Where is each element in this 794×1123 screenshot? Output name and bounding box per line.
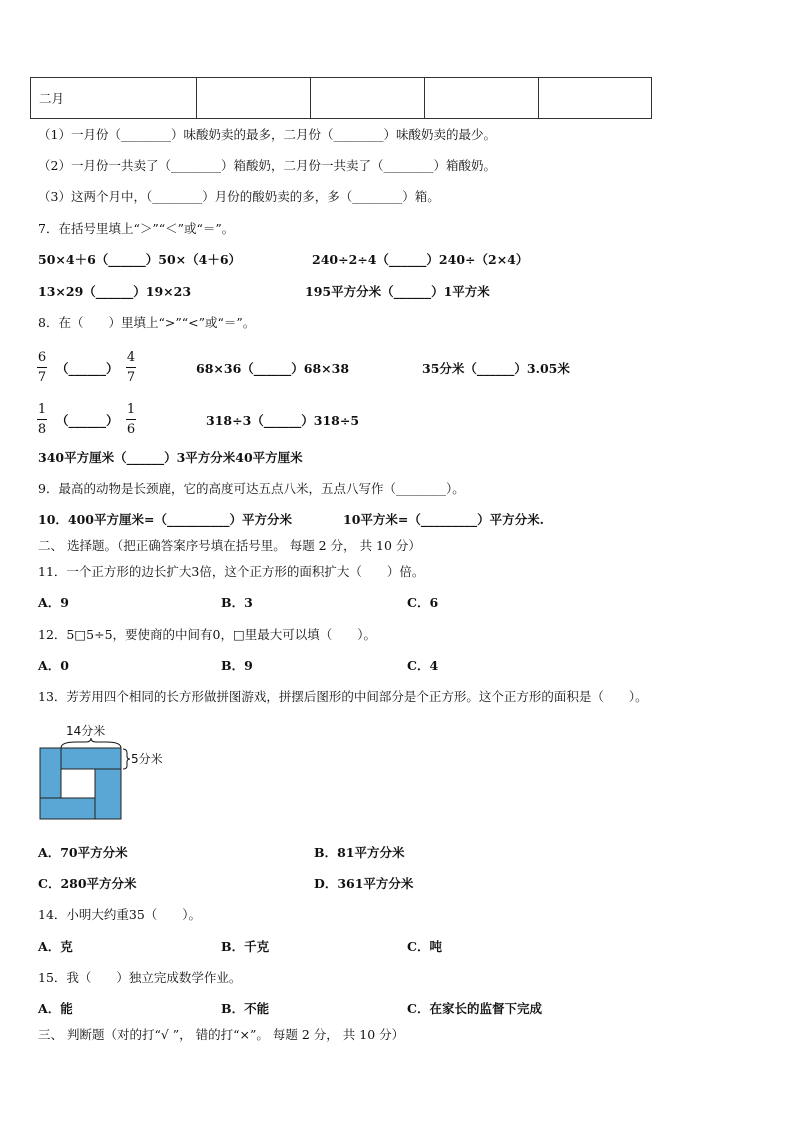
option-b[interactable]: B．不能 bbox=[221, 1001, 270, 1016]
option-b[interactable]: B．千克 bbox=[221, 939, 270, 954]
empty-cell[interactable] bbox=[197, 78, 311, 119]
fraction-numerator: 4 bbox=[126, 350, 136, 365]
option-c[interactable]: C．6 bbox=[407, 595, 439, 610]
brace-icon bbox=[123, 749, 130, 769]
fraction-denominator: 6 bbox=[126, 422, 136, 437]
table-row bbox=[31, 78, 652, 119]
option-b[interactable]: B．81平方分米 bbox=[314, 845, 405, 860]
fraction-denominator: 7 bbox=[37, 370, 47, 385]
q8-item6: 340平方厘米（______）3平方分米40平方厘米 bbox=[38, 450, 303, 465]
fraction-denominator: 7 bbox=[126, 370, 136, 385]
q8-blank: （______） bbox=[56, 413, 119, 428]
fraction-numerator: 1 bbox=[126, 402, 136, 417]
fraction-numerator: 6 bbox=[37, 350, 47, 365]
section-heading: 三、 判断题（对的打“√ ”， 错的打“×”。 每题 2 分， 共 10 分） bbox=[38, 1027, 405, 1042]
empty-cell[interactable] bbox=[425, 78, 539, 119]
figure-top-label: 14分米 bbox=[66, 724, 106, 738]
q6-sub2: （2）一月份一共卖了（________）箱酸奶，二月份一共卖了（________）箱酸奶。 bbox=[38, 158, 496, 173]
q10-part-b: 10平方米=（_________）平方分米. bbox=[343, 512, 544, 527]
q9: 9．最高的动物是长颈鹿，它的高度可达五点八米，五点八写作（________）。 bbox=[38, 481, 465, 496]
fraction-numerator: 1 bbox=[37, 402, 47, 417]
option-a[interactable]: A．70平方分米 bbox=[38, 845, 128, 860]
puzzle-figure bbox=[34, 718, 174, 828]
q7-title: 7．在括号里填上“＞”“＜”或“＝”。 bbox=[38, 221, 235, 236]
sales-table bbox=[30, 77, 652, 119]
option-c[interactable]: C．在家长的监督下完成 bbox=[407, 1001, 542, 1016]
option-a[interactable]: A．克 bbox=[38, 939, 73, 954]
q8-title: 8．在（ ）里填上“>”“<”或“＝”。 bbox=[38, 315, 256, 330]
option-c[interactable]: C．吨 bbox=[407, 939, 442, 954]
section-heading: 二、 选择题。（把正确答案序号填在括号里。 每题 2 分， 共 10 分） bbox=[38, 538, 421, 553]
empty-cell[interactable] bbox=[311, 78, 425, 119]
empty-cell[interactable] bbox=[539, 78, 652, 119]
q12-text: 12．5□5÷5，要使商的中间有0，□里最大可以填（ ）。 bbox=[38, 627, 377, 642]
option-a[interactable]: A．9 bbox=[38, 595, 69, 610]
q7-item2: 240÷2÷4（______）240÷（2×4） bbox=[312, 252, 529, 267]
q11-text: 11．一个正方形的边长扩大3倍，这个正方形的面积扩大（ ）倍。 bbox=[38, 564, 425, 579]
q8-blank: （______） bbox=[56, 361, 119, 376]
q14-text: 14．小明大约重35（ ）。 bbox=[38, 907, 202, 922]
fraction bbox=[36, 402, 48, 437]
fraction bbox=[125, 402, 137, 437]
q6-sub1: （1）一月份（________）味酸奶卖的最多，二月份（________）味酸奶卖的最少。 bbox=[38, 127, 496, 142]
fraction bbox=[36, 350, 48, 385]
option-a[interactable]: A．能 bbox=[38, 1001, 73, 1016]
option-c[interactable]: C．4 bbox=[407, 658, 439, 673]
option-c[interactable]: C．280平方分米 bbox=[38, 876, 137, 891]
q15-text: 15．我（ ）独立完成数学作业。 bbox=[38, 970, 242, 985]
q8-item2: 68×36（______）68×38 bbox=[196, 361, 350, 376]
figure-side-label: 5分米 bbox=[131, 752, 163, 766]
q7-item1: 50×4＋6（______）50×（4＋6） bbox=[38, 252, 242, 267]
q10-part-a: 10．400平方厘米=（__________）平方分米 bbox=[38, 512, 292, 527]
fraction bbox=[125, 350, 137, 385]
q13-text: 13．芳芳用四个相同的长方形做拼图游戏，拼摆后图形的中间部分是个正方形。这个正方形的面积是（ ）。 bbox=[38, 689, 648, 704]
option-b[interactable]: B．3 bbox=[221, 595, 253, 610]
row-label-cell: 二月 bbox=[31, 78, 197, 119]
q6-sub3: （3）这两个月中，（________）月份的酸奶卖的多，多（________）箱。 bbox=[38, 189, 440, 204]
q7-item4: 195平方分米（______）1平方米 bbox=[305, 284, 490, 299]
q8-item3: 35分米（______）3.05米 bbox=[422, 361, 570, 376]
q8-item5: 318÷3（______）318÷5 bbox=[206, 413, 360, 428]
brace-icon bbox=[61, 738, 121, 748]
fraction-denominator: 8 bbox=[37, 422, 47, 437]
option-a[interactable]: A．0 bbox=[38, 658, 69, 673]
q7-item3: 13×29（______）19×23 bbox=[38, 284, 192, 299]
option-b[interactable]: B．9 bbox=[221, 658, 253, 673]
option-d[interactable]: D．361平方分米 bbox=[314, 876, 414, 891]
